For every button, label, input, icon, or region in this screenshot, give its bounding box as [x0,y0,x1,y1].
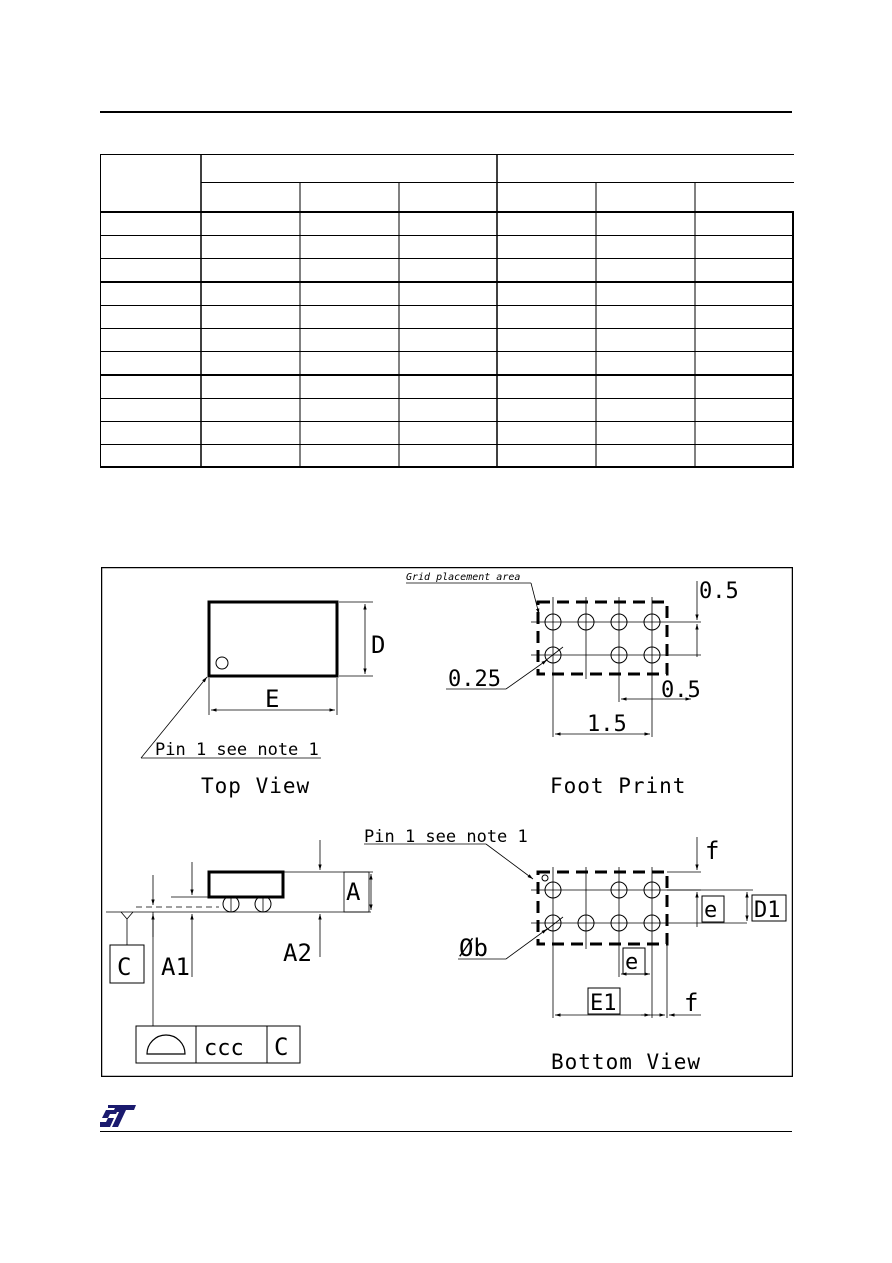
tolerance-value: ccc [204,1036,244,1061]
dim-a1-label: A1 [161,953,190,981]
package-drawing [101,567,793,1077]
dim-e1: E1 [590,991,617,1016]
tolerance-datum: C [274,1033,289,1061]
grid-placement-area [538,602,667,674]
top-view [141,602,385,798]
dimension-table [100,154,794,470]
foot-print-view [406,572,739,798]
grid-placement-label: Grid placement area [406,572,521,583]
fp-pitch-v: 0.5 [699,579,739,604]
dim-f-right: f [684,989,699,1017]
side-view [106,840,373,1063]
st-logo-icon [100,1104,136,1128]
fp-pad-size: 0.25 [448,667,501,692]
top-view-title: Top View [201,774,311,798]
footer-rule [100,1131,792,1132]
bottom-view-title: Bottom View [551,1050,702,1074]
pin1-marker [216,657,228,669]
bottom-pin1-note: Pin 1 see note 1 [364,827,528,847]
dim-ball-dia: Øb [459,934,488,962]
foot-print-title: Foot Print [550,774,687,798]
fp-span: 1.5 [587,712,627,737]
fp-pitch-h: 0.5 [661,678,701,703]
dim-e-pitch-h: e [625,950,639,975]
header-rule [100,111,792,113]
dim-a-label: A [346,878,361,906]
package-body-side [209,872,283,897]
bottom-view [364,827,786,1074]
profile-symbol-icon [147,1035,185,1054]
dim-f-top: f [705,837,720,865]
datum-c-label: C [117,953,132,981]
dim-a2-label: A2 [283,939,312,967]
dim-e-pitch-v: e [704,898,718,923]
top-pin1-note: Pin 1 see note 1 [155,740,319,760]
dim-d-label: D [371,631,386,659]
dim-e-label: E [265,685,280,713]
dim-d1: D1 [754,898,781,923]
